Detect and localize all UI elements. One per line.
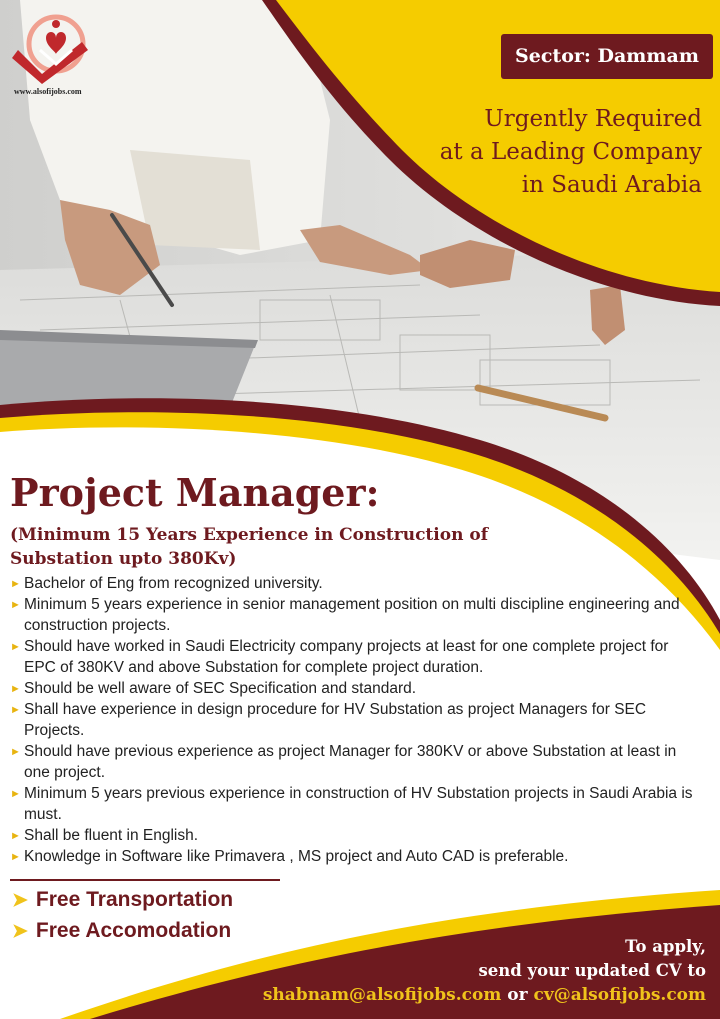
list-item <box>10 699 700 741</box>
email-link[interactable]: shabnam@alsofijobs.com <box>262 985 502 1005</box>
list-item <box>10 573 700 594</box>
email-link[interactable]: cv@alsofijobs.com <box>533 985 706 1005</box>
apply-instructions <box>226 935 706 1007</box>
list-item <box>10 636 700 678</box>
apply-line: send your updated CV to <box>478 961 706 980</box>
list-item <box>10 678 700 699</box>
triangle-bullet-icon: ► <box>10 746 21 758</box>
apply-line: To apply, <box>625 937 706 956</box>
job-subtitle: (Minimum 15 Years Experience in Construction of Substation upto 380Kv) <box>10 525 489 569</box>
triangle-bullet-icon: ► <box>10 641 21 653</box>
list-item <box>10 783 700 825</box>
triangle-bullet-icon: ► <box>10 578 21 590</box>
triangle-bullet-icon: ► <box>10 851 21 863</box>
apply-emails <box>226 983 706 1007</box>
benefit-text: Free Transportation <box>35 888 234 911</box>
triangle-bullet-icon: ► <box>10 599 21 611</box>
triangle-bullet-icon: ► <box>10 704 21 716</box>
headline-line: in Saudi Arabia <box>521 172 702 198</box>
requirement-text: Knowledge in Software like Primavera , MS project and Auto CAD is preferable. <box>24 848 569 865</box>
benefits-list <box>12 885 233 947</box>
requirement-text: Minimum 5 years experience in senior management position on multi discipline engineering and construction projects. <box>24 596 680 634</box>
benefit-item <box>12 885 233 916</box>
requirement-text: Bachelor of Eng from recognized university. <box>24 575 323 592</box>
hands-heart-logo-icon <box>12 12 100 86</box>
headline-line: Urgently Required <box>484 106 702 132</box>
requirements-list <box>10 573 700 867</box>
list-item <box>10 825 700 846</box>
email-connector: or <box>507 985 528 1005</box>
triangle-bullet-icon: ► <box>10 788 21 800</box>
divider <box>10 879 280 881</box>
requirement-text: Minimum 5 years previous experience in construction of HV Substation projects in Saudi Arabia is must. <box>24 785 693 823</box>
headline <box>282 103 702 202</box>
brand-url: www.alsofijobs.com <box>14 87 82 96</box>
requirement-text: Shall be fluent in English. <box>24 827 199 844</box>
requirement-text: Should have previous experience as project Manager for 380KV or above Substation at least in one project. <box>24 743 677 781</box>
list-item <box>10 846 700 867</box>
list-item <box>10 741 700 783</box>
headline-line: at a Leading Company <box>439 139 702 165</box>
requirement-text: Should be well aware of SEC Specification and standard. <box>24 680 417 697</box>
triangle-bullet-icon: ► <box>10 683 21 695</box>
benefit-item <box>12 916 233 947</box>
requirement-text: Shall have experience in design procedure for HV Substation as project Managers for SEC Projects. <box>24 701 647 739</box>
benefit-text: Free Accomodation <box>35 919 232 942</box>
arrow-bullet-icon: ➤ <box>12 890 28 911</box>
list-item <box>10 594 700 636</box>
arrow-bullet-icon: ➤ <box>12 921 28 942</box>
triangle-bullet-icon: ► <box>10 830 21 842</box>
requirement-text: Should have worked in Saudi Electricity company projects at least for one complete project for EPC of 380KV and above Substation for complete project duration. <box>24 638 669 676</box>
sector-badge: Sector: Dammam <box>501 34 713 79</box>
job-title: Project Manager: <box>10 470 380 515</box>
